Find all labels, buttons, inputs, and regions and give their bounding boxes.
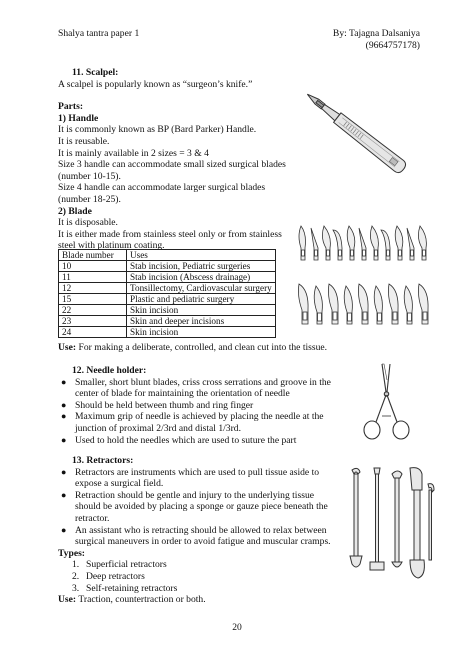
list-item: 2. Deep retractors bbox=[72, 570, 145, 582]
needle-holder-list bbox=[58, 377, 358, 447]
retractors-section bbox=[58, 455, 358, 606]
list-item-line: center of blade for maintaining the orientation of needle bbox=[75, 388, 290, 400]
list-item: ● Maximum grip of needle is achieved by placing the needle at the junction of proximal 2/3rd and distal 1/3rd. bbox=[58, 411, 358, 434]
table-row bbox=[59, 294, 276, 305]
list-item: 1. Superficial retractors bbox=[72, 559, 167, 571]
header-author bbox=[300, 28, 420, 52]
list-item-text: Self-retaining retractors bbox=[86, 582, 178, 594]
scalpel-section bbox=[58, 67, 308, 252]
blade-table bbox=[58, 249, 276, 338]
table-row bbox=[59, 283, 276, 294]
blade-line: steel with platinum coating. bbox=[58, 240, 165, 252]
header-author-name: By: Tajagna Dalsaniya bbox=[332, 28, 420, 39]
needle-holder-section bbox=[58, 365, 358, 446]
list-item-line: Retraction should be gentle and injury to the underlying tissue bbox=[75, 489, 314, 501]
table-row bbox=[59, 272, 276, 283]
table-header-cell: Blade number bbox=[59, 250, 127, 261]
scalpel-handle-illustration bbox=[292, 72, 422, 194]
scalpel-intro: A scalpel is popularly known as “surgeon’s knife.” bbox=[58, 78, 253, 90]
scalpel-title: 11. Scalpel: bbox=[72, 67, 119, 78]
handle-line: It is commonly known as BP (Bard Parker) Handle. bbox=[58, 124, 257, 136]
retractors-use-text: Traction, countertraction or both. bbox=[76, 594, 206, 606]
table-row bbox=[59, 316, 276, 327]
retractors-list bbox=[58, 467, 358, 548]
scalpel-use-text: For making a deliberate, controlled, and clean cut into the tissue. bbox=[76, 342, 328, 353]
handle-line: Size 3 handle can accommodate small sized surgical blades bbox=[58, 159, 286, 171]
table-row bbox=[59, 327, 276, 338]
table-cell: Tonsillectomy, Cardiovascular surgery bbox=[127, 283, 276, 294]
handle-line: It is reusable. bbox=[58, 135, 110, 147]
handle-heading: 1) Handle bbox=[58, 112, 99, 124]
types-heading: Types: bbox=[58, 547, 86, 559]
list-item-line: surgical maneuvers in order to avoid fatigue and muscular cramps. bbox=[75, 536, 331, 548]
list-item-line: An assistant who is retracting should be allowed to relax between bbox=[75, 524, 327, 536]
table-cell: 11 bbox=[59, 272, 127, 283]
table-cell: 15 bbox=[59, 294, 127, 305]
list-item-line: junction of proximal 2/3rd and distal 1/3rd. bbox=[75, 422, 241, 434]
needle-holder-title: 12. Needle holder: bbox=[72, 365, 147, 376]
list-item-line: Should be held between thumb and ring finger bbox=[75, 399, 254, 411]
blade-line: It is disposable. bbox=[58, 217, 118, 229]
parts-heading: Parts: bbox=[58, 101, 84, 113]
list-item-line: retractor. bbox=[75, 512, 110, 524]
retractors-title: 13. Retractors: bbox=[72, 455, 134, 466]
list-item-line: Retractors are instruments which are used to pull tissue aside to bbox=[75, 466, 320, 478]
list-item: ● Used to hold the needles which are used to suture the part bbox=[58, 435, 358, 447]
list-item: 3. Self-retaining retractors bbox=[72, 582, 178, 594]
table-row bbox=[59, 305, 276, 316]
handle-line: (number 18-25). bbox=[58, 193, 121, 205]
types-list bbox=[72, 559, 358, 594]
table-cell: Stab incision (Abscess drainage) bbox=[127, 272, 276, 283]
table-cell: 24 bbox=[59, 327, 127, 338]
header-author-phone: (9664757178) bbox=[365, 40, 420, 51]
list-item-text: Deep retractors bbox=[86, 570, 145, 582]
handle-line: Size 4 handle can accommodate larger surgical blades bbox=[58, 182, 266, 194]
list-item: ● Smaller, short blunt blades, criss cross serrations and groove in the center of blade for maintaining the orientation of needle bbox=[58, 377, 358, 400]
table-cell: Skin incision bbox=[127, 305, 276, 316]
blade-heading: 2) Blade bbox=[58, 205, 92, 217]
list-item: ● Retractors are instruments which are used to pull tissue aside to expose a surgical field. bbox=[58, 467, 358, 490]
retractors-illustration bbox=[340, 464, 440, 584]
list-item-line: should be avoided by placing a sponge or gauze piece beneath the bbox=[75, 501, 328, 513]
table-cell: Plastic and pediatric surgery bbox=[127, 294, 276, 305]
page-number: 20 bbox=[232, 622, 242, 633]
list-item-text: Superficial retractors bbox=[86, 559, 167, 571]
list-item-line: expose a surgical field. bbox=[75, 478, 164, 490]
table-cell: Stab incision, Pediatric surgeries bbox=[127, 261, 276, 272]
scalpel-use-label: Use: bbox=[58, 342, 77, 353]
list-item: ● Should be held between thumb and ring finger bbox=[58, 400, 358, 412]
list-item: ● Retraction should be gentle and injury to the underlying tissue should be avoided by placing a sponge or gauze piece beneath the retractor. bbox=[58, 490, 358, 525]
table-cell: 12 bbox=[59, 283, 127, 294]
table-cell: 10 bbox=[59, 261, 127, 272]
table-row bbox=[59, 261, 276, 272]
retractors-use-label: Use: bbox=[58, 594, 77, 606]
table-header-cell: Uses bbox=[127, 250, 276, 261]
blade-line: It is either made from stainless steel only or from stainless bbox=[58, 228, 282, 240]
list-item: ● An assistant who is retracting should be allowed to relax between surgical maneuvers in order to avoid fatigue and muscular cramps. bbox=[58, 525, 358, 548]
table-cell: 23 bbox=[59, 316, 127, 327]
retractors-use bbox=[58, 594, 358, 606]
table-header-row bbox=[59, 250, 276, 261]
table-cell: 22 bbox=[59, 305, 127, 316]
list-item-line: Used to hold the needles which are used to suture the part bbox=[75, 434, 297, 446]
list-item-line: Smaller, short blunt blades, criss cross serrations and groove in the bbox=[75, 376, 331, 388]
list-item-line: Maximum grip of needle is achieved by placing the needle at the bbox=[75, 411, 324, 423]
scalpel-use bbox=[58, 342, 327, 354]
surgical-blades-illustration bbox=[295, 224, 440, 342]
table-cell: Skin incision bbox=[127, 327, 276, 338]
needle-holder-illustration bbox=[360, 362, 416, 444]
header-left-title: Shalya tantra paper 1 bbox=[58, 28, 140, 39]
table-cell: Skin and deeper incisions bbox=[127, 316, 276, 327]
handle-line: It is mainly available in 2 sizes = 3 & 4 bbox=[58, 147, 209, 159]
handle-line: (number 10-15). bbox=[58, 170, 121, 182]
